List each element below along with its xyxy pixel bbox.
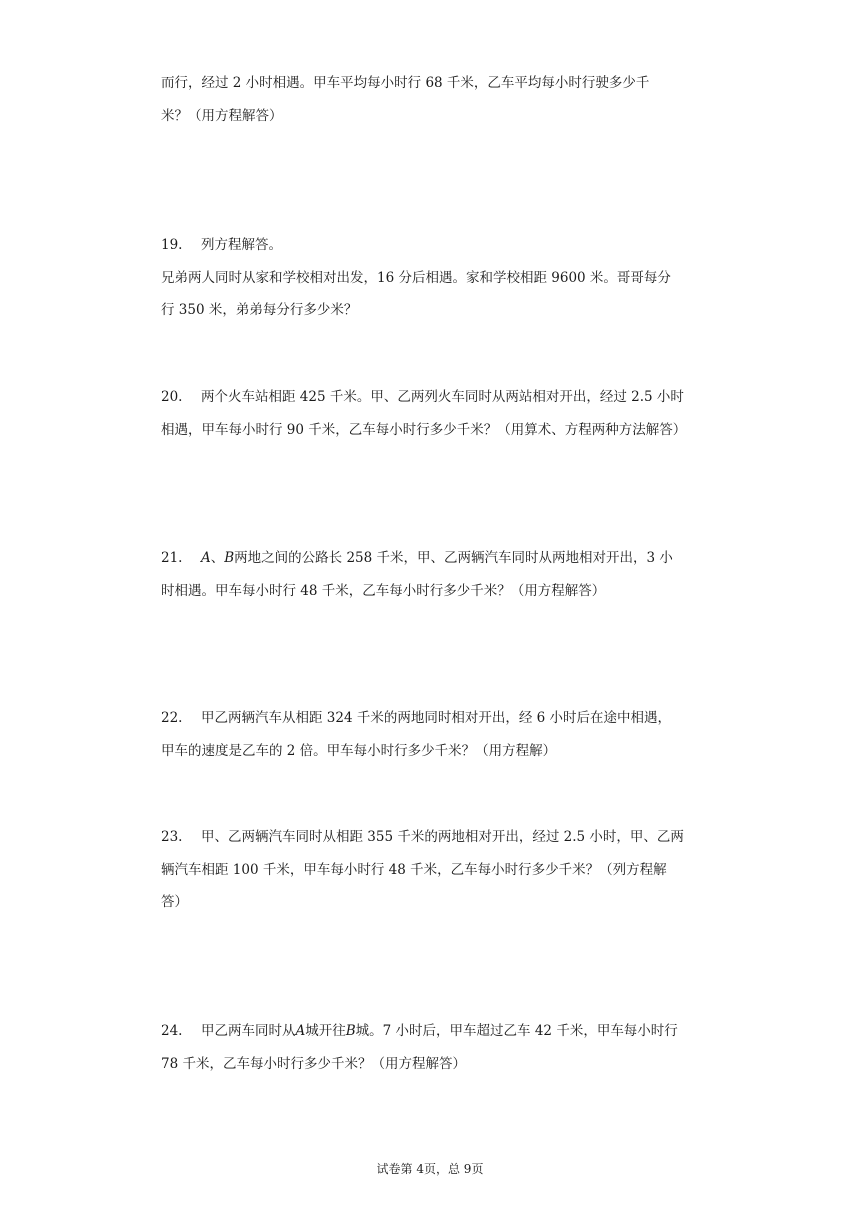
problem-19-line-2: 行 350 米，弟弟每分行多少米？ [161, 302, 358, 318]
problem-20-text-1: 两个火车站相距 425 千米。甲、乙两列火车同时从两站相对开出，经过 2.5 小时 [201, 389, 684, 405]
problem-22-text-1: 甲乙两辆汽车从相距 324 千米的两地同时相对开出，经 6 小时后在途中相遇， [201, 710, 672, 726]
problem-22-number: 22. [161, 710, 183, 726]
problem-23-line-1 [161, 827, 684, 847]
problem-21-text-1: 两地之间的公路长 258 千米，甲、乙两辆汽车同时从两地相对开出，3 小 [234, 550, 673, 566]
problem-19-number: 19. [161, 237, 183, 253]
problem-19-line-1: 兄弟两人同时从家和学校相对出发，16 分后相遇。家和学校相距 9600 米。哥哥每分 [161, 270, 671, 286]
problem-20-line-2: 相遇，甲车每小时行 90 千米，乙车每小时行多少千米？（用算术、方程两种方法解答） [161, 422, 687, 438]
problem-24-var-a: A [295, 1023, 306, 1039]
problem-21-sep: 、 [210, 550, 225, 566]
problem-21-line-1 [161, 548, 673, 568]
problem-19-header [161, 235, 282, 255]
problem-18-line-2: 米？（用方程解答） [161, 108, 283, 124]
problem-24-middle: 城开往 [305, 1023, 346, 1039]
problem-24-number: 24. [161, 1023, 183, 1039]
problem-18-line-1: 而行，经过 2 小时相遇。甲车平均每小时行 68 千米，乙车平均每小时行驶多少千 [161, 75, 650, 91]
problem-21-var-b: B [224, 550, 235, 566]
problem-24-line-2: 78 千米，乙车每小时行多少千米？（用方程解答） [161, 1056, 466, 1072]
problem-20-line-1 [161, 387, 684, 407]
problem-24-line-1 [161, 1021, 678, 1041]
problem-24-text-1: 城。7 小时后，甲车超过乙车 42 千米，甲车每小时行 [355, 1023, 678, 1039]
problem-21-var-a: A [201, 550, 211, 566]
problem-24-prefix: 甲乙两车同时从 [201, 1023, 296, 1039]
problem-23-number: 23. [161, 829, 183, 845]
problem-20-number: 20. [161, 389, 183, 405]
problem-21-number: 21. [161, 550, 183, 566]
problem-21-line-2: 时相遇。甲车每小时行 48 千米，乙车每小时行多少千米？（用方程解答） [161, 583, 606, 599]
problem-24-var-b: B [345, 1023, 356, 1039]
page-footer: 试卷第 4页，总 9页 [376, 1162, 484, 1176]
problem-22-line-1 [161, 708, 671, 728]
problem-23-line-3: 答） [161, 894, 188, 910]
problem-23-text-1: 甲、乙两辆汽车同时从相距 355 千米的两地相对开出，经过 2.5 小时，甲、乙两 [201, 829, 684, 845]
problem-23-line-2: 辆汽车相距 100 千米，甲车每小时行 48 千米，乙车每小时行多少千米？（列方程解 [161, 862, 667, 878]
problem-19-title: 列方程解答。 [201, 237, 282, 253]
problem-22-line-2: 甲车的速度是乙车的 2 倍。甲车每小时行多少千米？（用方程解） [161, 743, 557, 759]
